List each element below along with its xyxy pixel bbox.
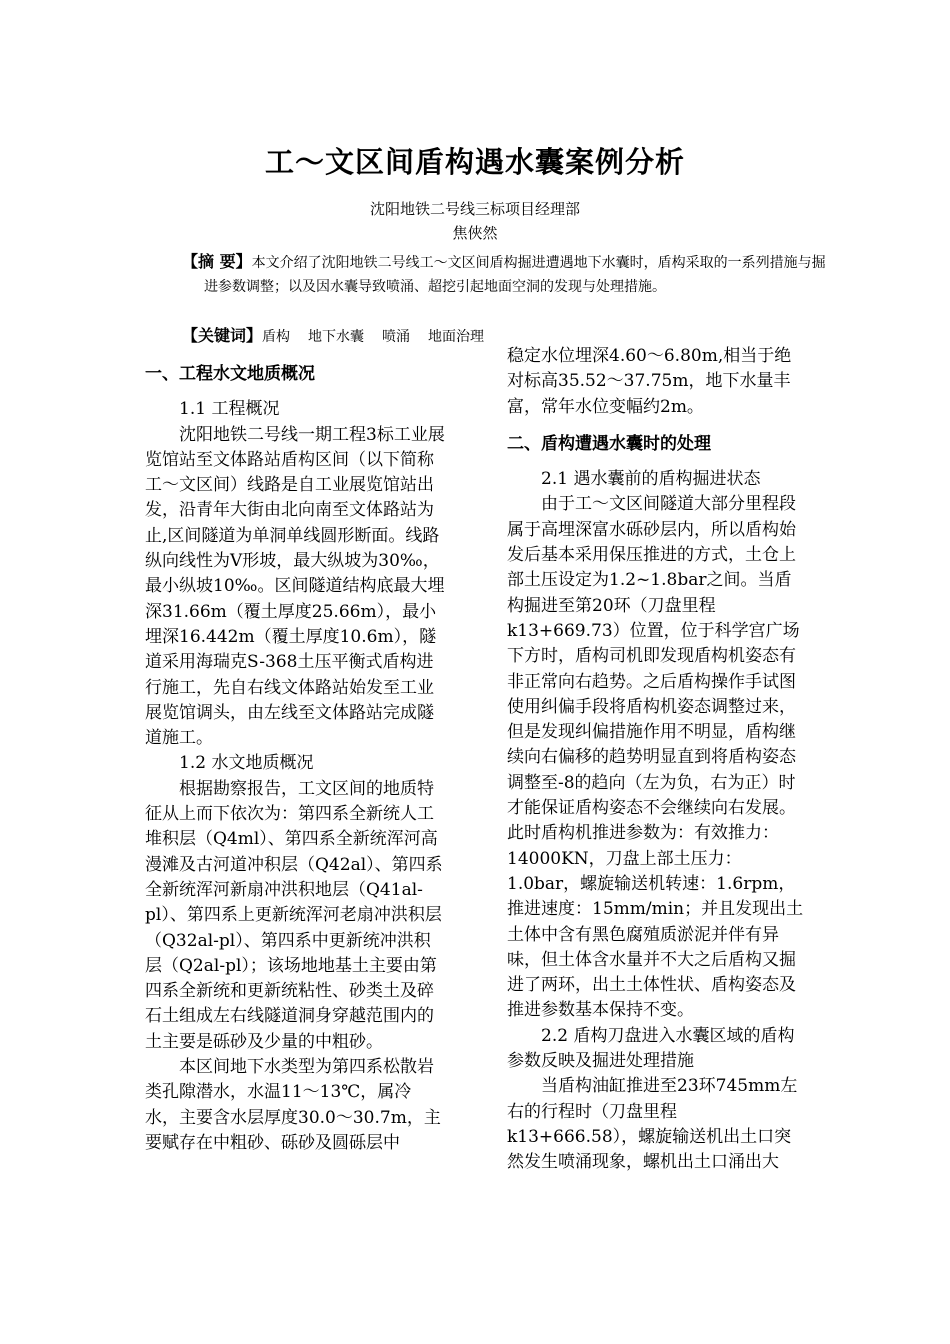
right-column — [507, 344, 807, 1176]
page-title: 工～文区间盾构遇水囊案例分析 — [264, 145, 685, 179]
paragraph: 稳定水位埋深4.60～6.80m,相当于绝对标高35.52～37.75m，地下水量丰富，常年水位变幅约2m。 — [507, 346, 792, 417]
paragraph: 沈阳地铁二号线一期工程3标工业展览馆站至文体路站盾构区间（以下简称工～文区间）线路是自工业展览馆站出发，沿青年大街由北向南至文体路站为止,区间隧道为单洞单线圆形断面。线路纵向线性为Ⅴ形坡，最大纵坡为30‰，最小纵坡10‰。区间隧道结构底最大埋深31.66m（覆土厚度25.66m），最小埋深16.442m（覆土厚度10.6m），隧道采用海瑞克S-368土压平衡式盾构进行施工，先自右线文体路站始发至工业展览馆调头，由左线至文体路站完成隧道施工。 — [145, 424, 445, 749]
keyword: 喷涌 — [382, 329, 411, 345]
subsection-heading: 2.1 遇水囊前的盾构掘进状态 — [541, 469, 761, 490]
abstract — [182, 250, 834, 299]
paragraph: 本区间地下水类型为第四系松散岩类孔隙潜水，水温11～13℃，属冷水，主要含水层厚度30.0～30.7m，主要赋存在中粗砂、砾砂及圆砾层中 — [145, 1057, 441, 1153]
paragraph: 由于工～文区间隧道大部分里程段属于高埋深富水砾砂层内，所以盾构始发后基本采用保压推进的方式，土仓上部土压设定为1.2~1.8bar之间。当盾构掘进至第20环（刀盘里程k13+669.73）位置，位于科学宫广场下方时，盾构司机即发现盾构机姿态有非正常向右趋势。之后盾构操作手试图使用纠偏手段将盾构机姿态调整过来，但是发现纠偏措施作用不明显，盾构继续向右偏移的趋势明显直到将盾构姿态调整至-8的趋向（左为负，右为正）时才能保证盾构姿态不会继续向右发展。此时盾构机推进参数为：有效推力：14000KN，刀盘上部土压力：1.0bar，螺旋输送机转速：1.6rpm，推进速度：15mm/min；并且发现出土土体中含有黑色腐殖质淤泥并伴有异味，但土体含水量并不大之后盾构又掘进了两环，出土土体性状、盾构姿态及推进参数基本保持不变。 — [507, 494, 804, 1021]
subsection-heading: 2.2 盾构刀盘进入水囊区域的盾构参数反映及掘进处理措施 — [507, 1025, 795, 1072]
abstract-text: 本文介绍了沈阳地铁二号线工～文区间盾构掘进遭遇地下水囊时，盾构采取的一系列措施与掘进参数调整；以及因水囊导致喷涌、超挖引起地面空洞的发现与处理措施。 — [204, 255, 826, 295]
keyword: 盾构 — [262, 329, 291, 345]
affiliation: 沈阳地铁二号线三标项目经理部 — [369, 200, 580, 218]
abstract-tag: 【摘 要】 — [182, 252, 252, 271]
keyword: 地下水囊 — [308, 329, 365, 345]
subsection-heading: 1.2 水文地质概况 — [179, 753, 314, 774]
section-heading: 一、工程水文地质概况 — [145, 364, 315, 384]
paragraph: 当盾构油缸推进至23环745mm左右的行程时（刀盘里程k13+666.58），螺旋输送机出土口突然发生喷涌现象，螺机出土口涌出大 — [507, 1076, 798, 1173]
author: 焦俠然 — [452, 224, 498, 242]
keywords-tag: 【关键词】 — [182, 326, 263, 345]
section-heading: 二、盾构遭遇水囊时的处理 — [507, 433, 711, 454]
keyword: 地面治理 — [428, 329, 485, 345]
subsection-heading: 1.1 工程概况 — [179, 399, 280, 420]
paragraph: 根据勘察报告，工文区间的地质特征从上而下依次为：第四系全新统人工堆积层（Q4ml）、第四系全新统浑河高漫滩及古河道冲积层（Q42al）、第四系全新统浑河新扇冲洪积地层（Q41al-pl）、第四系上更新统浑河老扇冲洪积层（Q32al-pl）、第四系中更新统冲洪积层（Q2al-pl）；该场地地基土主要由第四系全新统和更新统粘性、砂类土及碎石土组成左右线隧道洞身穿越范围内的土主要是砾砂及少量的中粗砂。 — [145, 778, 443, 1052]
left-column — [145, 344, 445, 1156]
